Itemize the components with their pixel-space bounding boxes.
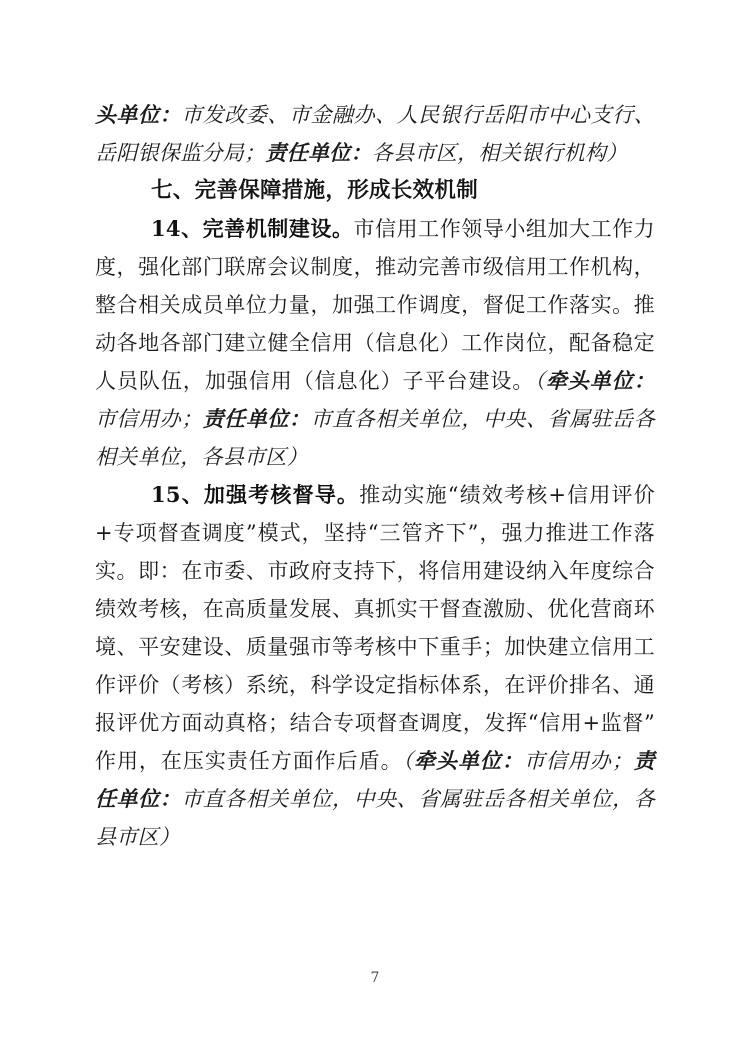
item-15-body: 推动实施“绩效考核+信用评价+专项督查调度”模式，坚持“三管齐下”，强力推进工作落实。即：在市委、市政府支持下，将信用建设纳入年度综合绩效考核，在高质量发展、真抓实干督查激励、优化营商环境、平安建设、质量强市等考核中下重手；加快建立信用工作评价（考核）系统，科学设定指标体系，在评价排名、通报评优方面动真格；结合专项督查调度，发挥“信用+监督”作用，在压实责任方面作后盾。 (95, 483, 655, 773)
item-14-lead-unit-value: 市信用办； (95, 407, 203, 431)
page-footer (0, 968, 750, 988)
item-14-lead-unit-label: 牵头单位： (545, 368, 655, 393)
paragraph-item-14 (95, 210, 655, 476)
item-14-body: 市信用工作领导小组加大工作力度，强化部门联席会议制度，推动完善市级信用工作机构，整合相关成员单位力量，加强工作调度，督促工作落实。推动各地各部门建立健全信用（信息化）工作岗位，配备稳定人员队伍，加强信用（信息化）子平台建设。 (95, 217, 655, 393)
document-content (95, 96, 655, 856)
item-15-resp-open: （ (402, 749, 415, 773)
responsible-unit-values: 各县市区，相关银行机构） (371, 141, 628, 165)
paragraph-item-15 (95, 476, 655, 856)
item-15-title: 15、加强考核督导。 (151, 482, 360, 507)
item-15-lead-unit-label: 牵头单位： (414, 748, 524, 773)
item-14-resp-open: （ (534, 369, 546, 393)
page-number: 7 (370, 970, 380, 986)
item-14-title: 14、完善机制建设。 (151, 216, 354, 241)
item-14-resp-unit-value: 市直各相关单位，中央、省属驻岳各相关单位，各县市区） (95, 407, 656, 469)
item-15-lead-unit-value: 市信用办； (523, 749, 634, 773)
section-heading: 七、完善保障措施，形成长效机制 (151, 178, 479, 203)
item-14-resp-unit-label: 责任单位： (202, 406, 311, 431)
paragraph-continuation (95, 96, 655, 172)
item-15-resp-unit-value: 市直各相关单位，中央、省属驻岳各相关单位，各县市区） (95, 787, 655, 849)
item-15-resp-unit-label: 责任单位： (95, 748, 655, 811)
lead-unit-values: 市发改委、市金融办、人民银行岳阳市中心支行、岳阳银保监分局； (95, 103, 655, 165)
responsible-unit-label: 责任单位： (265, 140, 372, 165)
lead-unit-label-fragment: 头单位： (95, 102, 182, 127)
